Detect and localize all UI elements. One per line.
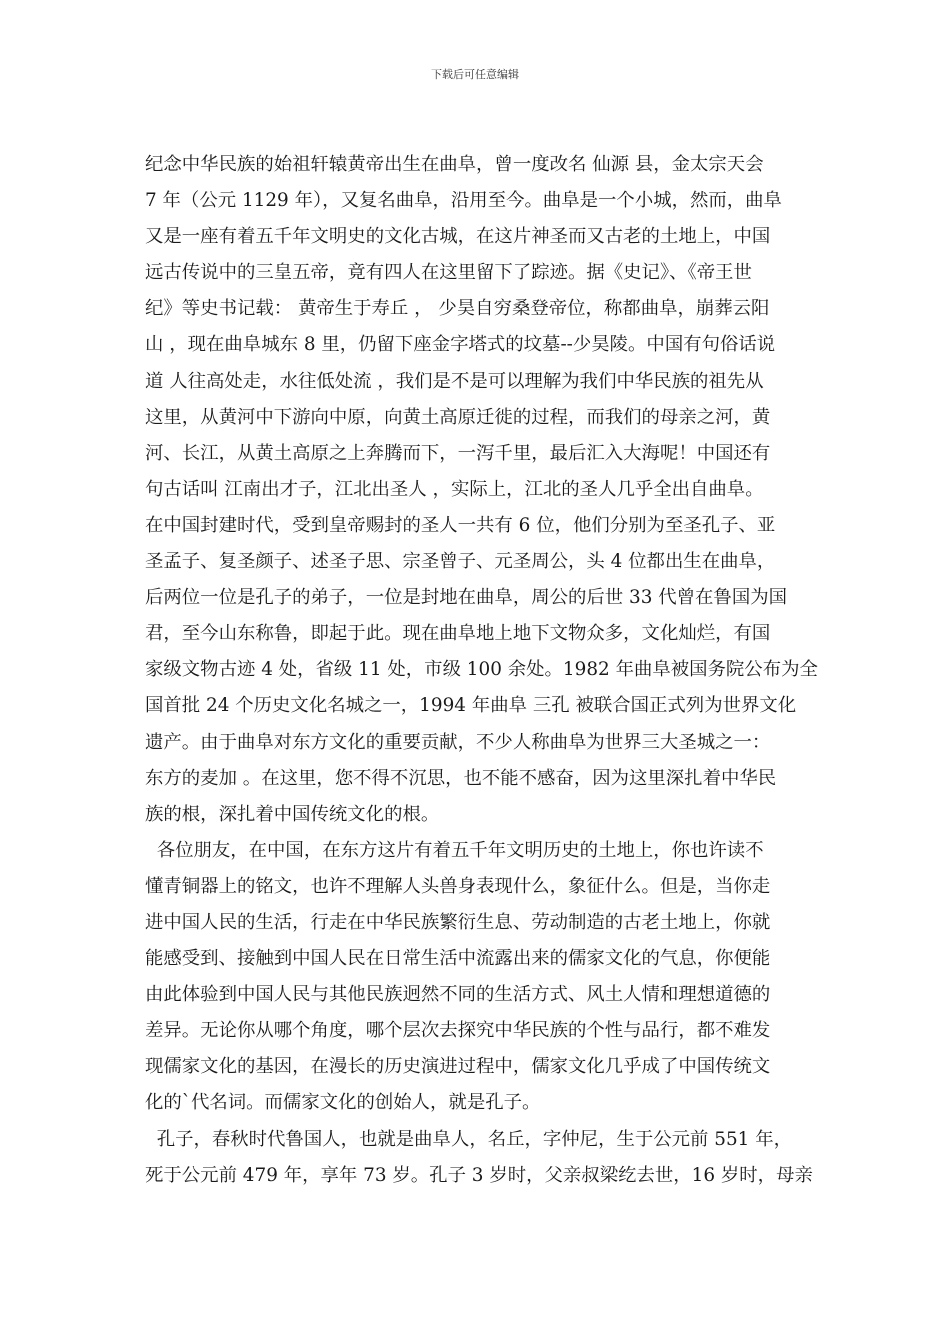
- text-line: 懂青铜器上的铭文，也许不理解人头兽身表现什么，象征什么。但是，当你走: [145, 875, 771, 897]
- text-line: 能感受到、接触到中国人民在日常生活中流露出来的儒家文化的气息，你便能: [145, 948, 771, 970]
- text-line: 差异。无论你从哪个角度，哪个层次去探究中华民族的个性与品行，都不难发: [145, 1020, 771, 1042]
- text-line: 各位朋友，在中国，在东方这片有着五千年文明历史的土地上，你也许读不: [145, 839, 764, 861]
- text-line: 东方的麦加 。在这里，您不得不沉思，也不能不感奋，因为这里深扎着中华民: [145, 767, 777, 789]
- text-line: 纪》等史书记载： 黄帝生于寿丘 ， 少昊自穷桑登帝位，称都曲阜，崩葬云阳: [145, 298, 770, 320]
- paragraph-qufu-history: [145, 147, 825, 833]
- text-line: 山 ，现在曲阜城东 8 里，仍留下座金字塔式的坟墓--少昊陵。中国有句俗话说: [145, 334, 776, 356]
- text-line: 句古话叫 江南出才子，江北出圣人 ，实际上，江北的圣人几乎全出自曲阜。: [145, 478, 764, 500]
- text-line: 进中国人民的生活，行走在中华民族繁衍生息、劳动制造的古老土地上，你就: [145, 911, 771, 933]
- text-line: 孔子，春秋时代鲁国人，也就是曲阜人，名丘，字仲尼，生于公元前 551 年，: [145, 1128, 792, 1150]
- text-line: 由此体验到中国人民与其他民族迥然不同的生活方式、风土人情和理想道德的: [145, 984, 771, 1006]
- text-line: 族的根，深扎着中国传统文化的根。: [145, 803, 440, 825]
- text-line: 在中国封建时代，受到皇帝赐封的圣人一共有 6 位，他们分别为至圣孔子、亚: [145, 514, 776, 536]
- text-line: 远古传说中的三皇五帝，竟有四人在这里留下了踪迹。据《史记》、《帝王世: [145, 262, 752, 284]
- text-line: 君，至今山东称鲁，即起于此。现在曲阜地上地下文物众多，文化灿烂，有国: [145, 623, 771, 645]
- text-line: 纪念中华民族的始祖轩辕黄帝出生在曲阜，曾一度改名 仙源 县，金太宗天会: [145, 154, 764, 175]
- text-line: 圣孟子、复圣颜子、述圣子思、宗圣曾子、元圣周公，头 4 位都出生在曲阜，: [145, 551, 776, 573]
- text-line: 现儒家文化的基因，在漫长的历史演进过程中，儒家文化几乎成了中国传统文: [145, 1056, 771, 1078]
- paragraph-confucius-biography: [145, 1122, 825, 1194]
- text-line: 家级文物古迹 4 处，省级 11 处，市级 100 余处。1982 年曲阜被国务院公布为全: [145, 659, 818, 681]
- text-line: 这里，从黄河中下游向中原，向黄土高原迁徙的过程，而我们的母亲之河，黄: [145, 406, 771, 428]
- text-line: 死于公元前 479 年，享年 73 岁。孔子 3 岁时，父亲叔梁纥去世，16 岁时，母亲: [145, 1164, 813, 1186]
- text-line: 又是一座有着五千年文明史的文化古城，在这片神圣而又古老的土地上，中国: [145, 226, 771, 248]
- text-line: 后两位一位是孔子的弟子，一位是封地在曲阜，周公的后世 33 代曾在鲁国为国: [145, 587, 787, 609]
- document-body: [145, 147, 825, 1194]
- text-line: 7 年（公元 1129 年），又复名曲阜，沿用至今。曲阜是一个小城，然而，曲阜: [145, 190, 782, 212]
- page-header-caption: 下载后可任意编辑: [431, 68, 519, 81]
- text-line: 河、长江，从黄土高原之上奔腾而下，一泻千里，最后汇入大海呢！中国还有: [145, 442, 771, 464]
- text-line: 遗产。由于曲阜对东方文化的重要贡献，不少人称曲阜为世界三大圣城之一：: [145, 731, 771, 753]
- text-line: 国首批 24 个历史文化名城之一，1994 年曲阜 三孔 被联合国正式列为世界文化: [145, 695, 797, 717]
- text-line: 道 人往高处走，水往低处流 ，我们是不是可以理解为我们中华民族的祖先从: [145, 370, 764, 392]
- paragraph-confucian-culture: [145, 833, 825, 1122]
- text-line: 化的`代名词。而儒家文化的创始人，就是孔子。: [145, 1092, 541, 1114]
